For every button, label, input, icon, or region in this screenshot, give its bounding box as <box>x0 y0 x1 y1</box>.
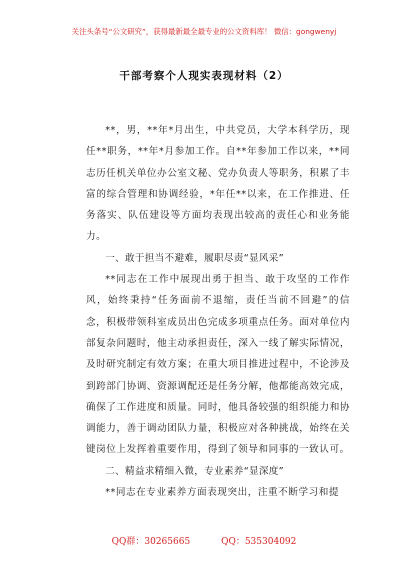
footer-qq-group: QQ群：30265665 <box>111 537 191 547</box>
intro-paragraph: **，男，**年*月出生，中共党员，大学本科学历，现任**职务，**年*月参加工作。自**年参加工作以来，**同志历任机关单位办公室文秘、党办负责人等职务，积累了丰富的综合管理和协调经验，*年任**以来，在工作推进、任务落实、队伍建设等方面均表现出较高的责任心和业务能力。 <box>86 125 350 243</box>
header-promo-note: 关注头条号“公文研究”，获得最新最全最专业的公文资料库！ 微信：gongwenyj <box>71 27 337 36</box>
document-body <box>86 120 350 503</box>
section-paragraph-1: **同志在工作中展现出勇于担当、敢于攻坚的工作作风，始终秉持“任务面前不退缩，责任当前不回避”的信念，积极带领科室成员出色完成多项重点任务。面对单位内部复杂问题时，他主动承担责任，深入一线了解实际情况，及时研究制定有效方案；在重大项目推进过程中，不论涉及到跨部门协调、资源调配还是任务分解，他都能高效完成，确保了工作进度和质量。同时，他具备较强的组织能力和协调能力，善于调动团队力量，积极应对各种挑战，始终在关键岗位上发挥着重要作用，得到了领导和同事的一致认可。 <box>86 274 350 456</box>
footer-qq: QQ：535304092 <box>221 537 297 547</box>
footer-contact <box>0 534 408 547</box>
section-heading-1: 一、敢于担当不避难，履职尽责“显风采” <box>105 252 284 264</box>
document-title: 干部考察个人现实表现材料（2） <box>119 70 289 82</box>
section-heading-2: 二、精益求精细入微，专业素养“显深度” <box>105 465 284 477</box>
section-paragraph-2: **同志在专业素养方面表现突出，注重不断学习和提 <box>105 487 340 499</box>
